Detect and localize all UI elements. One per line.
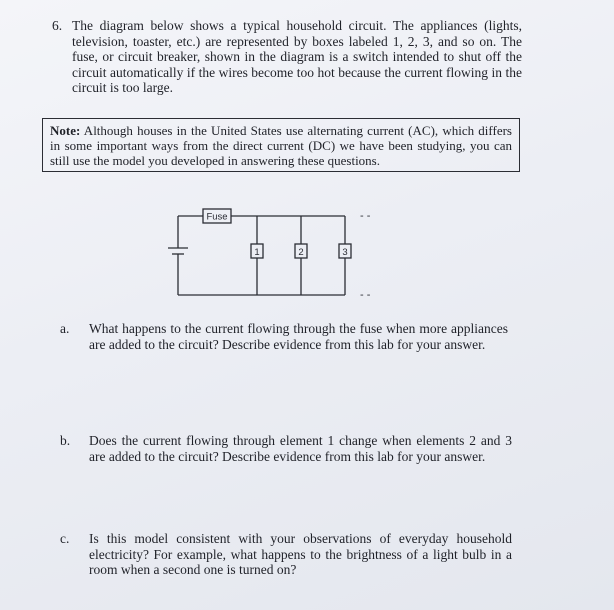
question-b-text: Does the current flowing through element 1 change when elements 2 and 3 are added to the circuit? Describe evidence from this lab for your answer. [89,433,512,464]
fuse-label: Fuse [206,211,228,223]
element-label-2: 2 [298,247,304,258]
question-a-text: What happens to the current flowing through the fuse when more appliances are added to the circuit? Describe evidence from this lab for your answer. [89,321,508,352]
question-6-text: The diagram below shows a typical household circuit. The appliances (lights, television, toaster, etc.) are represented by boxes labeled 1, 2, 3, and so on. The fuse, or circuit breaker, shown in the diagram is a switch intended to shut off the circuit automatically if the wires become too hot because the current flowing in the circuit is too large. [72,18,522,95]
note-text: Although houses in the United States use alternating current (AC), which differs in some important ways from the direct current (DC) we have been studying, you can still use the model you developed in answering these questions. [50,123,512,168]
question-a [60,321,508,352]
element-label-1: 1 [254,247,260,258]
question-c [60,531,512,578]
question-c-label: c. [60,531,70,546]
continuation-mark-bottom: - - [360,289,371,301]
continuation-mark-top: - - [360,210,371,222]
question-c-text: Is this model consistent with your observations of everyday household electricity? For example, what happens to the brightness of a light bulb in a room when a second one is turned on? [89,531,512,577]
question-a-label: a. [60,321,70,336]
note-label: Note: [50,123,81,138]
question-b-label: b. [60,433,71,448]
question-number: 6. [52,18,63,33]
element-label-3: 3 [342,247,348,258]
question-b [60,433,512,464]
